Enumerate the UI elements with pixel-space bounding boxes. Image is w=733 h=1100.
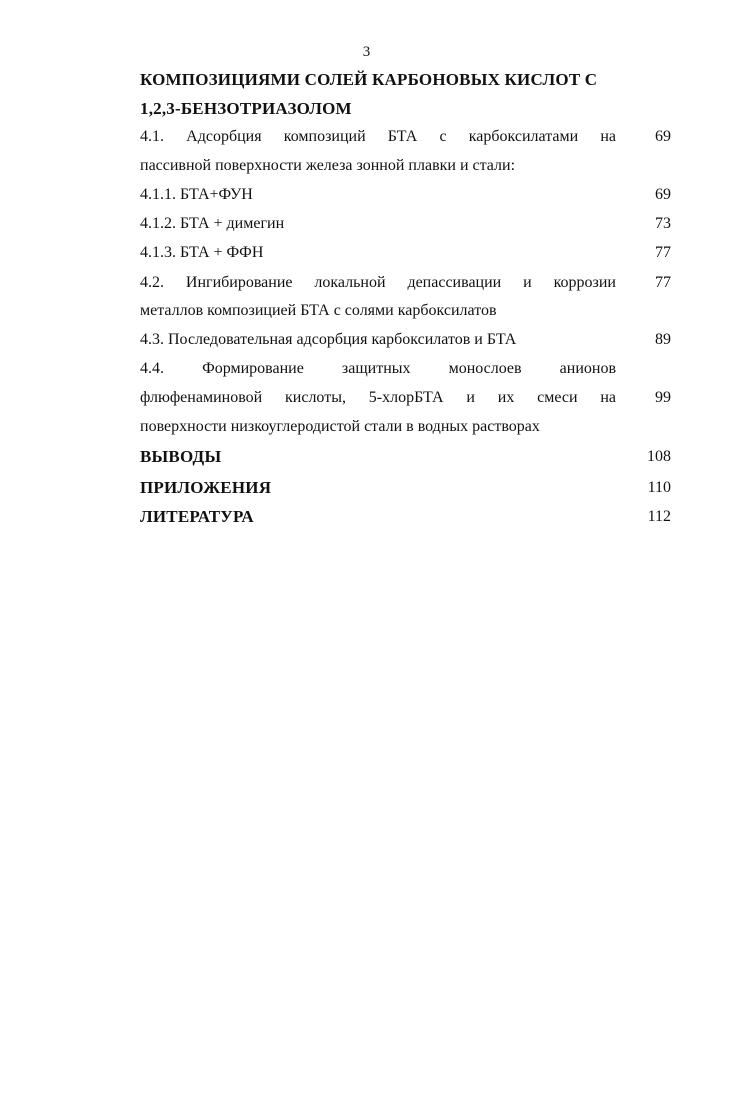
toc-entry-4-1-3-page: 77 xyxy=(655,244,671,261)
toc-entry-4-4-line-3: поверхности низкоуглеродистой стали в водных растворах xyxy=(140,418,540,435)
chapter-title-line-2: 1,2,3-БЕНЗОТРИАЗОЛОМ xyxy=(140,99,352,118)
toc-entry-4-1-page: 69 xyxy=(655,128,671,145)
toc-entry-4-1-3: 4.1.3. БТА + ФФН xyxy=(140,244,264,261)
chapter-title-line-1: КОМПОЗИЦИЯМИ СОЛЕЙ КАРБОНОВЫХ КИСЛОТ С xyxy=(140,70,598,89)
toc-entry-4-1-line-2: пассивной поверхности железа зонной плавки и стали: xyxy=(140,157,516,174)
toc-entry-4-4-line-1: 4.4. Формирование защитных монослоев анионов xyxy=(140,360,616,377)
toc-entry-4-1-1: 4.1.1. БТА+ФУН xyxy=(140,186,253,203)
toc-section-literature-page: 112 xyxy=(647,508,671,525)
page-number: 3 xyxy=(362,44,371,60)
toc-entry-4-1-line-1: 4.1. Адсорбция композиций БТА с карбоксилатами на xyxy=(140,128,616,145)
toc-entry-4-4-line-2: флюфенаминовой кислоты, 5-хлорБТА и их смеси на xyxy=(140,389,616,406)
toc-entry-4-2-line-1: 4.2. Ингибирование локальной депассивации и коррозии xyxy=(140,274,616,291)
toc-section-appendices-page: 110 xyxy=(647,479,671,496)
toc-entry-4-3-page: 89 xyxy=(655,331,671,348)
toc-entry-4-3: 4.3. Последовательная адсорбция карбоксилатов и БТА xyxy=(140,331,517,348)
toc-section-conclusions-page: 108 xyxy=(647,448,671,465)
toc-entry-4-1-2-page: 73 xyxy=(655,215,671,232)
toc-entry-4-4-page: 99 xyxy=(655,389,671,406)
toc-section-conclusions: ВЫВОДЫ xyxy=(140,447,222,466)
toc-entry-4-1-2: 4.1.2. БТА + димегин xyxy=(140,215,285,232)
toc-section-appendices: ПРИЛОЖЕНИЯ xyxy=(140,478,272,497)
toc-entry-4-2-line-2: металлов композицией БТА с солями карбоксилатов xyxy=(140,302,497,319)
toc-section-literature: ЛИТЕРАТУРА xyxy=(140,507,254,526)
toc-entry-4-2-page: 77 xyxy=(655,274,671,291)
toc-entry-4-1-1-page: 69 xyxy=(655,186,671,203)
